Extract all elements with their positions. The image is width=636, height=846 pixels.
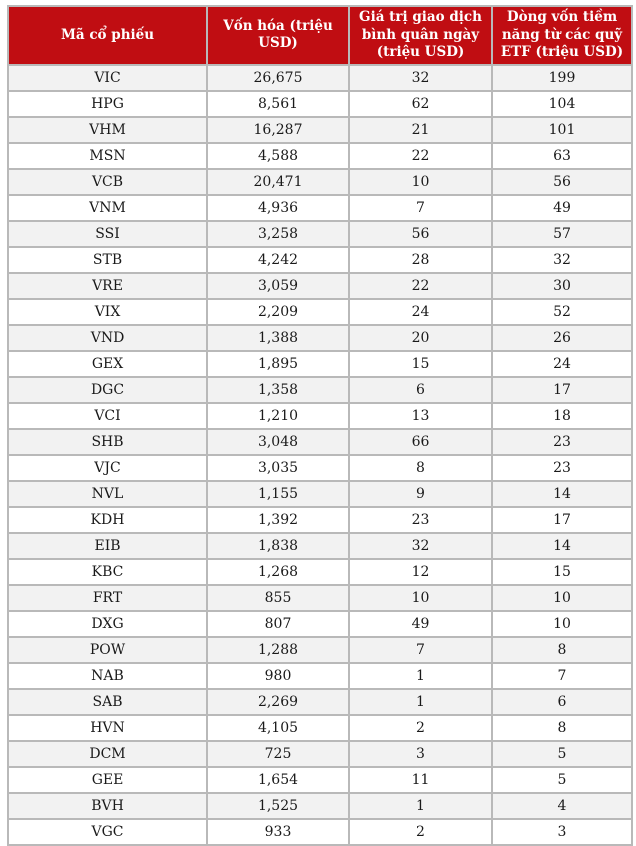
etf-flow-cell: 56 <box>492 169 632 195</box>
header-row <box>8 6 632 65</box>
etf-flow-cell: 14 <box>492 533 632 559</box>
ticker-cell: VND <box>8 325 207 351</box>
avg-daily-value-cell: 21 <box>349 117 492 143</box>
ticker-cell: DXG <box>8 611 207 637</box>
avg-daily-value-cell: 23 <box>349 507 492 533</box>
market-cap-cell: 16,287 <box>207 117 349 143</box>
avg-daily-value-cell: 1 <box>349 689 492 715</box>
etf-flow-cell: 7 <box>492 663 632 689</box>
table-row <box>8 507 632 533</box>
etf-flow-cell: 17 <box>492 507 632 533</box>
ticker-cell: EIB <box>8 533 207 559</box>
etf-flow-cell: 4 <box>492 793 632 819</box>
ticker-cell: MSN <box>8 143 207 169</box>
etf-flow-cell: 5 <box>492 767 632 793</box>
market-cap-cell: 933 <box>207 819 349 845</box>
ticker-cell: VJC <box>8 455 207 481</box>
market-cap-cell: 1,895 <box>207 351 349 377</box>
ticker-cell: VIC <box>8 65 207 91</box>
ticker-cell: VCI <box>8 403 207 429</box>
ticker-cell: KBC <box>8 559 207 585</box>
avg-daily-value-cell: 1 <box>349 793 492 819</box>
avg-daily-value-cell: 11 <box>349 767 492 793</box>
etf-flow-cell: 17 <box>492 377 632 403</box>
avg-daily-value-cell: 9 <box>349 481 492 507</box>
market-cap-cell: 20,471 <box>207 169 349 195</box>
table-row <box>8 377 632 403</box>
market-cap-cell: 2,209 <box>207 299 349 325</box>
market-cap-cell: 3,048 <box>207 429 349 455</box>
avg-daily-value-cell: 22 <box>349 273 492 299</box>
avg-daily-value-cell: 22 <box>349 143 492 169</box>
avg-daily-value-cell: 32 <box>349 65 492 91</box>
market-cap-cell: 1,268 <box>207 559 349 585</box>
avg-daily-value-cell: 7 <box>349 195 492 221</box>
market-cap-cell: 1,392 <box>207 507 349 533</box>
table-row <box>8 637 632 663</box>
ticker-cell: SSI <box>8 221 207 247</box>
market-cap-cell: 807 <box>207 611 349 637</box>
ticker-cell: SHB <box>8 429 207 455</box>
etf-flow-cell: 8 <box>492 637 632 663</box>
table-row <box>8 169 632 195</box>
table-row <box>8 221 632 247</box>
column-header-etf-flow: Dòng vốn tiềm năng từ các quỹ ETF (triệu USD) <box>492 6 632 65</box>
column-header-avg-daily-value: Giá trị giao dịch bình quân ngày (triệu USD) <box>349 6 492 65</box>
etf-flow-cell: 18 <box>492 403 632 429</box>
ticker-cell: VNM <box>8 195 207 221</box>
avg-daily-value-cell: 13 <box>349 403 492 429</box>
market-cap-cell: 1,654 <box>207 767 349 793</box>
etf-flow-cell: 30 <box>492 273 632 299</box>
ticker-cell: NVL <box>8 481 207 507</box>
market-cap-cell: 3,035 <box>207 455 349 481</box>
etf-flow-cell: 104 <box>492 91 632 117</box>
market-cap-cell: 1,838 <box>207 533 349 559</box>
table-row <box>8 533 632 559</box>
ticker-cell: DCM <box>8 741 207 767</box>
avg-daily-value-cell: 2 <box>349 819 492 845</box>
etf-flow-cell: 24 <box>492 351 632 377</box>
etf-flow-cell: 199 <box>492 65 632 91</box>
etf-flow-cell: 26 <box>492 325 632 351</box>
etf-flow-cell: 6 <box>492 689 632 715</box>
etf-flow-cell: 23 <box>492 429 632 455</box>
table-row <box>8 715 632 741</box>
etf-flow-cell: 14 <box>492 481 632 507</box>
etf-flow-cell: 49 <box>492 195 632 221</box>
table-row <box>8 741 632 767</box>
table-row <box>8 143 632 169</box>
market-cap-cell: 1,525 <box>207 793 349 819</box>
table-row <box>8 91 632 117</box>
avg-daily-value-cell: 6 <box>349 377 492 403</box>
table-row <box>8 299 632 325</box>
avg-daily-value-cell: 10 <box>349 169 492 195</box>
market-cap-cell: 980 <box>207 663 349 689</box>
market-cap-cell: 3,258 <box>207 221 349 247</box>
market-cap-cell: 4,588 <box>207 143 349 169</box>
market-cap-cell: 1,388 <box>207 325 349 351</box>
avg-daily-value-cell: 49 <box>349 611 492 637</box>
table-row <box>8 767 632 793</box>
market-cap-cell: 1,155 <box>207 481 349 507</box>
table-row <box>8 403 632 429</box>
avg-daily-value-cell: 3 <box>349 741 492 767</box>
table-row <box>8 819 632 845</box>
etf-flow-cell: 63 <box>492 143 632 169</box>
table-row <box>8 247 632 273</box>
table-row <box>8 65 632 91</box>
ticker-cell: HVN <box>8 715 207 741</box>
ticker-cell: POW <box>8 637 207 663</box>
etf-flow-cell: 10 <box>492 611 632 637</box>
table-row <box>8 351 632 377</box>
avg-daily-value-cell: 15 <box>349 351 492 377</box>
ticker-cell: BVH <box>8 793 207 819</box>
ticker-cell: VRE <box>8 273 207 299</box>
market-cap-cell: 725 <box>207 741 349 767</box>
market-cap-cell: 3,059 <box>207 273 349 299</box>
ticker-cell: GEE <box>8 767 207 793</box>
table-row <box>8 611 632 637</box>
etf-flow-cell: 8 <box>492 715 632 741</box>
table-row <box>8 481 632 507</box>
table-header <box>8 6 632 65</box>
table-row <box>8 273 632 299</box>
ticker-cell: GEX <box>8 351 207 377</box>
avg-daily-value-cell: 66 <box>349 429 492 455</box>
avg-daily-value-cell: 8 <box>349 455 492 481</box>
ticker-cell: KDH <box>8 507 207 533</box>
market-cap-cell: 4,105 <box>207 715 349 741</box>
table-row <box>8 663 632 689</box>
ticker-cell: DGC <box>8 377 207 403</box>
etf-flow-cell: 23 <box>492 455 632 481</box>
avg-daily-value-cell: 12 <box>349 559 492 585</box>
avg-daily-value-cell: 7 <box>349 637 492 663</box>
table-row <box>8 325 632 351</box>
avg-daily-value-cell: 62 <box>349 91 492 117</box>
market-cap-cell: 1,288 <box>207 637 349 663</box>
etf-flow-cell: 52 <box>492 299 632 325</box>
avg-daily-value-cell: 2 <box>349 715 492 741</box>
table-row <box>8 117 632 143</box>
avg-daily-value-cell: 56 <box>349 221 492 247</box>
ticker-cell: VGC <box>8 819 207 845</box>
column-header-ticker: Mã cổ phiếu <box>8 6 207 65</box>
ticker-cell: VHM <box>8 117 207 143</box>
ticker-cell: NAB <box>8 663 207 689</box>
avg-daily-value-cell: 20 <box>349 325 492 351</box>
table-row <box>8 689 632 715</box>
table-row <box>8 429 632 455</box>
table-body <box>8 65 632 845</box>
ticker-cell: HPG <box>8 91 207 117</box>
table-row <box>8 793 632 819</box>
etf-flow-cell: 15 <box>492 559 632 585</box>
avg-daily-value-cell: 10 <box>349 585 492 611</box>
table-row <box>8 585 632 611</box>
market-cap-cell: 1,358 <box>207 377 349 403</box>
market-cap-cell: 8,561 <box>207 91 349 117</box>
table-row <box>8 559 632 585</box>
market-cap-cell: 26,675 <box>207 65 349 91</box>
etf-flow-cell: 32 <box>492 247 632 273</box>
table-row <box>8 455 632 481</box>
etf-flow-cell: 5 <box>492 741 632 767</box>
etf-flow-table <box>7 5 633 846</box>
avg-daily-value-cell: 24 <box>349 299 492 325</box>
market-cap-cell: 4,242 <box>207 247 349 273</box>
ticker-cell: SAB <box>8 689 207 715</box>
market-cap-cell: 855 <box>207 585 349 611</box>
avg-daily-value-cell: 28 <box>349 247 492 273</box>
etf-flow-cell: 101 <box>492 117 632 143</box>
ticker-cell: VCB <box>8 169 207 195</box>
market-cap-cell: 4,936 <box>207 195 349 221</box>
avg-daily-value-cell: 1 <box>349 663 492 689</box>
column-header-market-cap: Vốn hóa (triệu USD) <box>207 6 349 65</box>
etf-flow-cell: 10 <box>492 585 632 611</box>
ticker-cell: STB <box>8 247 207 273</box>
market-cap-cell: 1,210 <box>207 403 349 429</box>
etf-flow-cell: 57 <box>492 221 632 247</box>
market-cap-cell: 2,269 <box>207 689 349 715</box>
avg-daily-value-cell: 32 <box>349 533 492 559</box>
ticker-cell: FRT <box>8 585 207 611</box>
ticker-cell: VIX <box>8 299 207 325</box>
etf-flow-cell: 3 <box>492 819 632 845</box>
table-row <box>8 195 632 221</box>
